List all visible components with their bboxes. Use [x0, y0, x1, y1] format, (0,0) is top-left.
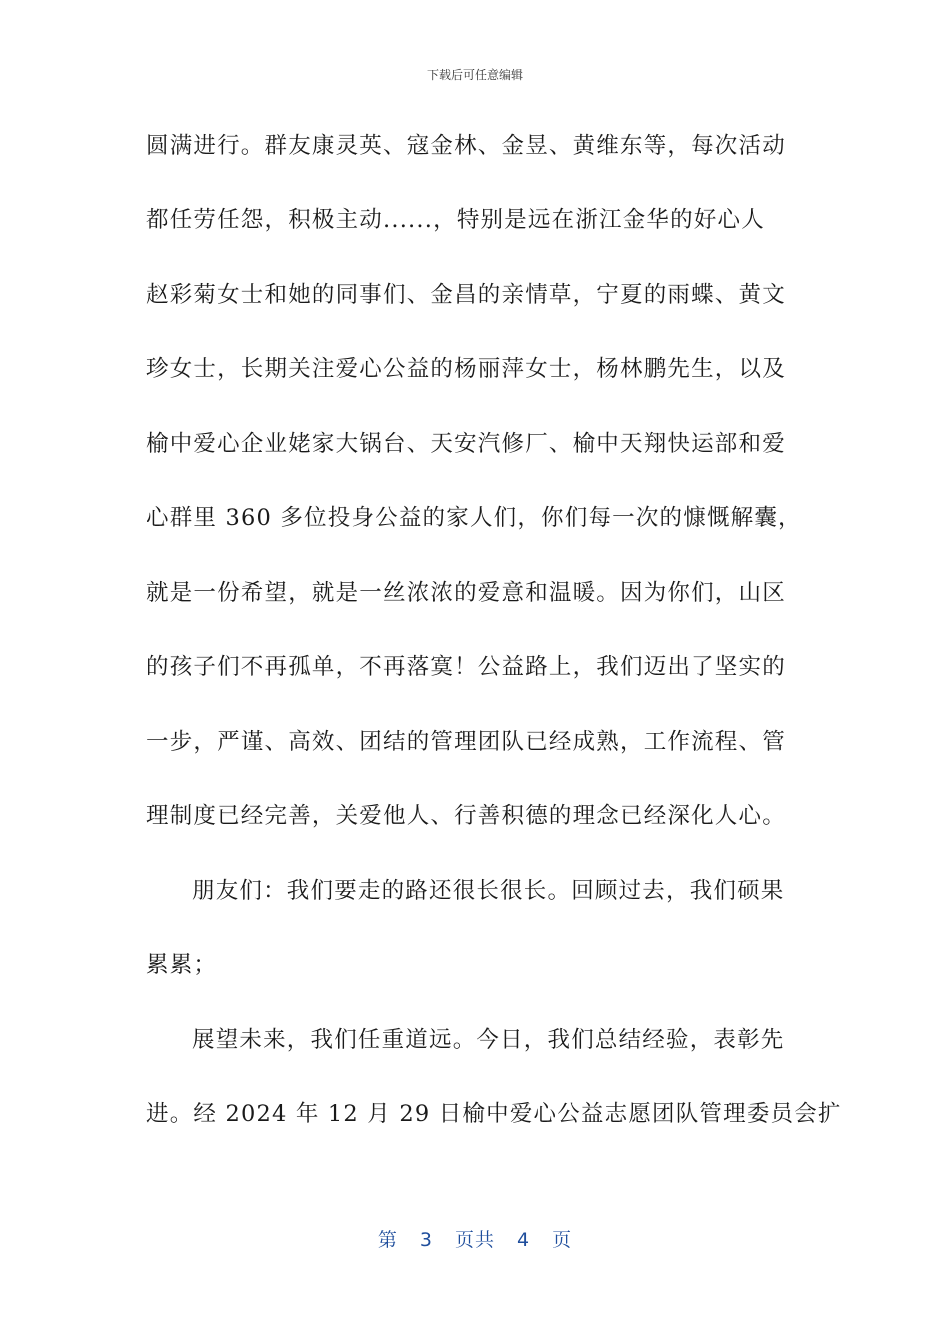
text-line: 珍女士，长期关注爱心公益的杨丽萍女士，杨林鹏先生，以及 [146, 356, 786, 382]
text-line: 赵彩菊女士和她的同事们、金昌的亲情草，宁夏的雨蝶、黄文 [146, 282, 786, 308]
page-footer [0, 1225, 950, 1252]
text-line: 累累； [146, 952, 218, 978]
page-header-note: 下载后可任意编辑 [426, 68, 523, 82]
text-line: 一步，严谨、高效、团结的管理团队已经成熟，工作流程、管 [146, 729, 786, 755]
text-line: 都任劳任怨，积极主动......，特别是远在浙江金华的好心人 [146, 207, 765, 233]
text-line: 进。经 2024 年 12 月 29 日榆中爱心公益志愿团队管理委员会扩 [146, 1101, 842, 1127]
text-line: 榆中爱心企业姥家大锅台、天安汽修厂、榆中天翔快运部和爱 [146, 431, 786, 457]
footer-prefix: 第 [377, 1229, 398, 1251]
text-line: 朋友们：我们要走的路还很长很长。回顾过去，我们硕果 [192, 878, 785, 904]
total-page-number: 4 [517, 1229, 531, 1251]
current-page-number: 3 [419, 1229, 433, 1251]
text-line: 的孩子们不再孤单，不再落寞！公益路上，我们迈出了坚实的 [146, 654, 786, 680]
text-line: 就是一份希望，就是一丝浓浓的爱意和温暖。因为你们，山区 [146, 580, 786, 606]
text-line: 展望未来，我们任重道远。今日，我们总结经验，表彰先 [192, 1027, 785, 1053]
footer-middle: 页共 [454, 1229, 495, 1251]
text-line: 理制度已经完善，关爱他人、行善积德的理念已经深化人心。 [146, 803, 786, 829]
text-line: 圆满进行。群友康灵英、寇金林、金昱、黄维东等，每次活动 [146, 133, 786, 159]
footer-suffix: 页 [552, 1229, 573, 1251]
text-line: 心群里 360 多位投身公益的家人们，你们每一次的慷慨解囊， [146, 505, 802, 531]
